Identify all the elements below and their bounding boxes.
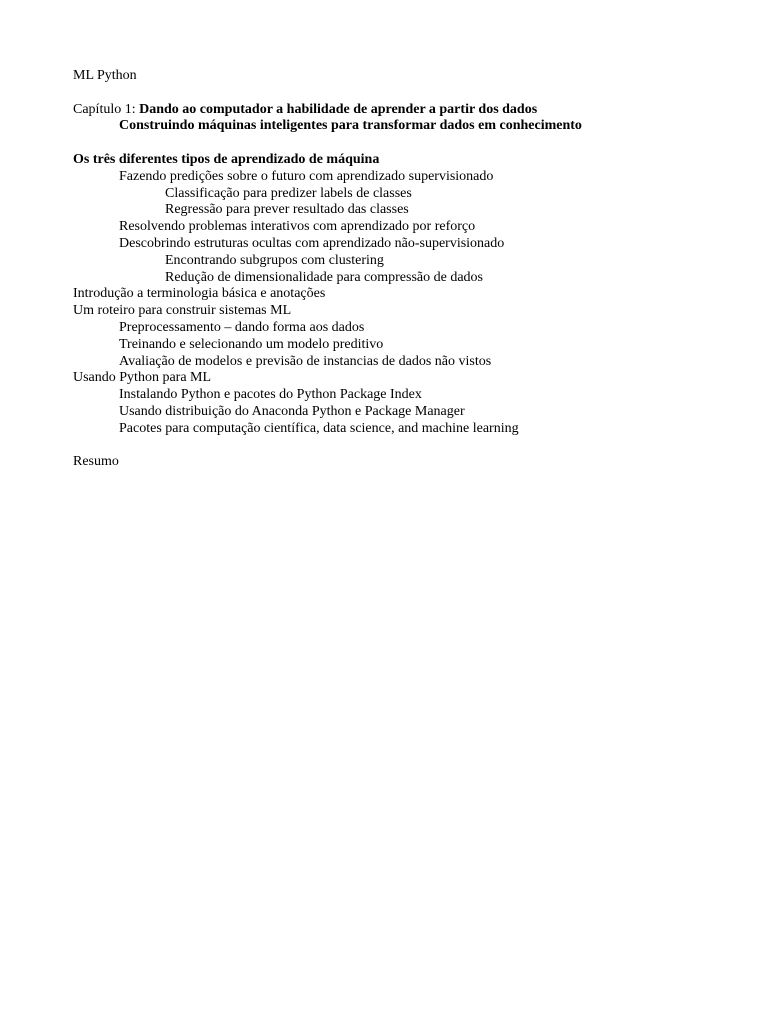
chapter-subtitle: Construindo máquinas inteligentes para transformar dados em conhecimento [119, 118, 582, 134]
outline-item: Introdução a terminologia básica e anotações [73, 286, 326, 302]
chapter-heading [73, 102, 733, 119]
outline-item: Treinando e selecionando um modelo preditivo [119, 336, 384, 352]
section-heading: Os três diferentes tipos de aprendizado de máquina [73, 151, 380, 167]
outline-item: Instalando Python e pacotes do Python Package Index [119, 387, 422, 403]
outline-item: Avaliação de modelos e previsão de instancias de dados não vistos [119, 353, 492, 369]
spacer [73, 85, 733, 102]
spacer [73, 135, 733, 152]
outline-item: Resolvendo problemas interativos com aprendizado por reforço [119, 219, 476, 235]
outline-item: Um roteiro para construir sistemas ML [73, 303, 292, 319]
outline-item: Pacotes para computação científica, data science, and machine learning [119, 420, 519, 436]
outline-item: Redução de dimensionalidade para compressão de dados [165, 269, 484, 285]
outline-item: Regressão para prever resultado das classes [165, 202, 409, 218]
outline-item: Usando Python para ML [73, 370, 212, 386]
summary-heading: Resumo [73, 454, 119, 470]
spacer [73, 438, 733, 455]
chapter-prefix: Capítulo 1: [73, 101, 140, 117]
document-title: ML Python [73, 68, 137, 83]
outline-item: Fazendo predições sobre o futuro com aprendizado supervisionado [119, 168, 494, 184]
outline-item: Descobrindo estruturas ocultas com aprendizado não-supervisionado [119, 235, 505, 251]
outline-item: Encontrando subgrupos com clustering [165, 252, 384, 268]
outline-item: Classificação para predizer labels de classes [165, 185, 412, 201]
document-page [73, 68, 733, 471]
chapter-title: Dando ao computador a habilidade de aprender a partir dos dados [139, 101, 538, 117]
outline-item: Usando distribuição do Anaconda Python e Package Manager [119, 403, 465, 419]
outline-item: Preprocessamento – dando forma aos dados [119, 319, 365, 335]
